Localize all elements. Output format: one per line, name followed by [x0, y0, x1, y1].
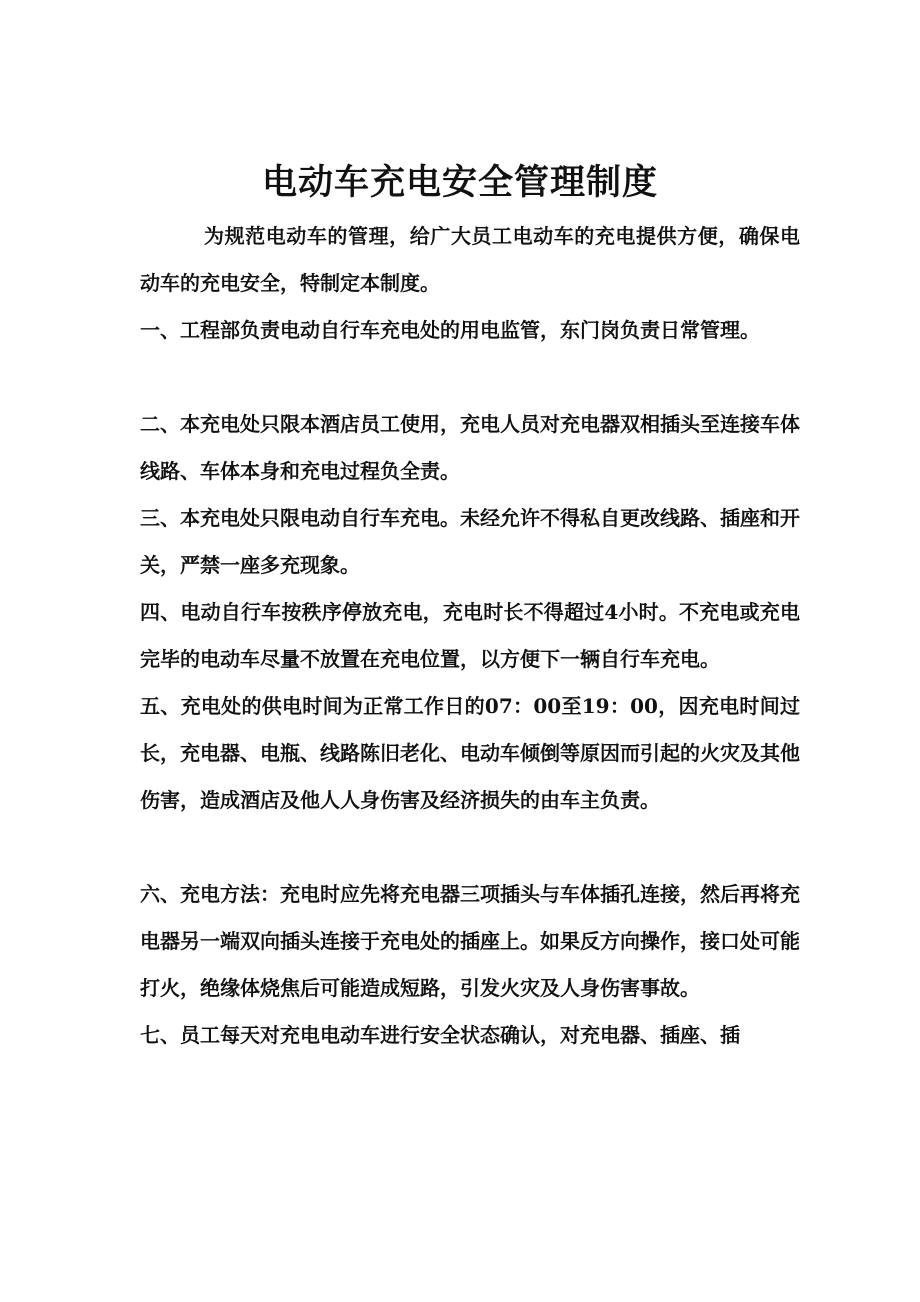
- rule-paragraph-2: 二、本充电处只限本酒店员工使用，充电人员对充电器双相插头至连接车体线路、车体本身和充电过程负全责。: [140, 412, 800, 483]
- intro-paragraph: 为规范电动车的管理，给广大员工电动车的充电提供方便，确保电动车的充电安全，特制定本制度。: [140, 224, 800, 295]
- paragraph-spacing: [140, 354, 800, 401]
- rule-paragraph-3: 三、本充电处只限电动自行车充电。未经允许不得私自更改线路、插座和开关，严禁一座多充现象。: [140, 506, 800, 577]
- document-title: 电动车充电安全管理制度: [261, 162, 658, 204]
- paragraph-spacing: [140, 824, 800, 871]
- rule-paragraph-6: 六、充电方法：充电时应先将充电器三项插头与车体插孔连接，然后再将充电器另一端双向插头连接于充电处的插座上。如果反方向操作，接口处可能打火，绝缘体烧焦后可能造成短路，引发火灾及人身伤害事故。: [140, 882, 800, 1000]
- rule-paragraph-4: 四、电动自行车按秩序停放充电，充电时长不得超过4小时。不充电或充电完毕的电动车尽量不放置在充电位置，以方便下一辆自行车充电。: [140, 600, 800, 671]
- rule-paragraph-1: 一、工程部负责电动自行车充电处的用电监管，东门岗负责日常管理。: [140, 318, 760, 342]
- rule-paragraph-5: 五、充电处的供电时间为正常工作日的07：00至19：00，因充电时间过长，充电器、电瓶、线路陈旧老化、电动车倾倒等原因而引起的火灾及其他伤害，造成酒店及他人人身伤害及经济损失的由车主负责。: [140, 694, 800, 812]
- rule-paragraph-7: 七、员工每天对充电电动车进行安全状态确认，对充电器、插座、插: [140, 1023, 740, 1047]
- document-body: [140, 213, 800, 1059]
